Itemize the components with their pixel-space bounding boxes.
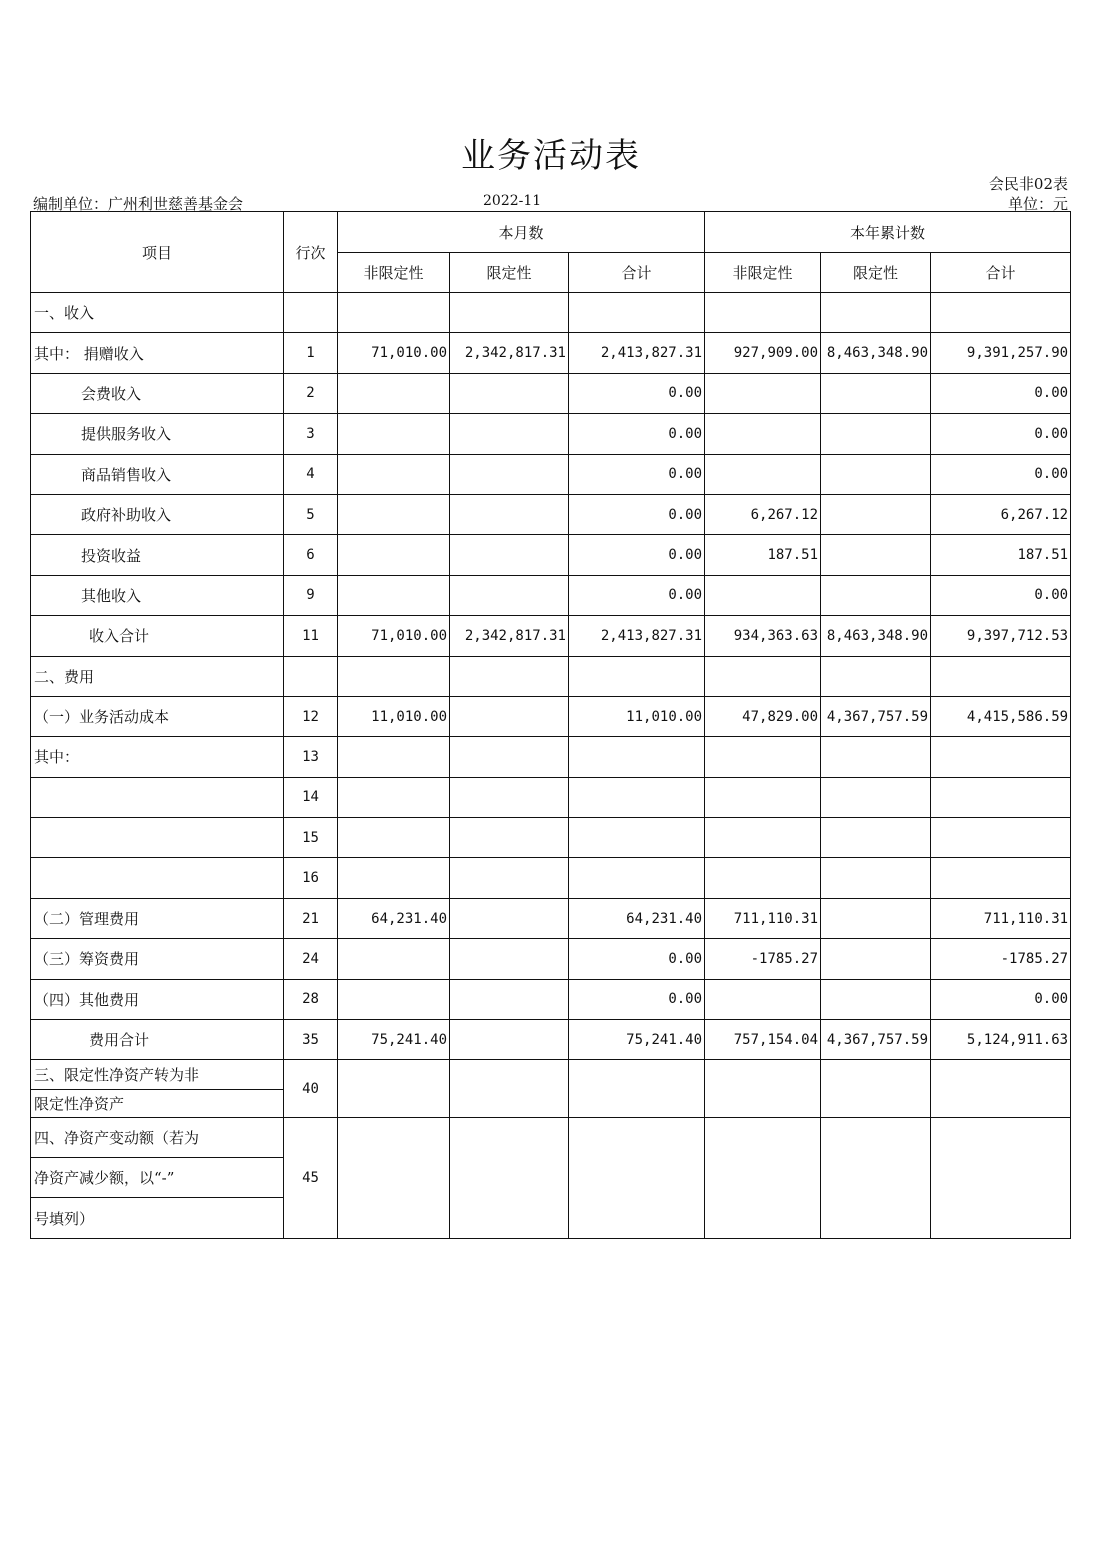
cell-year-restricted — [821, 818, 931, 858]
cell-month-total: 0.00 — [569, 494, 705, 534]
cell-month-restricted — [450, 414, 569, 454]
row-line-number — [284, 656, 338, 696]
cell-month-restricted — [450, 818, 569, 858]
cell-year-total — [931, 858, 1071, 898]
cell-year-total: 0.00 — [931, 454, 1071, 494]
cell-year-total: 9,391,257.90 — [931, 333, 1071, 373]
header-month-group: 本月数 — [338, 212, 705, 253]
cell-month-total — [569, 777, 705, 817]
form-code: 会民非02表 — [988, 175, 1068, 193]
cell-month-unrestricted — [338, 656, 450, 696]
table-row — [31, 737, 1071, 777]
compiling-unit: 编制单位：广州利世慈善基金会 — [33, 195, 244, 213]
cell-month-unrestricted — [338, 1118, 450, 1239]
cell-month-restricted — [450, 1060, 569, 1118]
cell-month-unrestricted — [338, 979, 450, 1019]
row-line-number: 12 — [284, 696, 338, 736]
row-line-number: 5 — [284, 494, 338, 534]
cell-year-unrestricted — [705, 737, 821, 777]
row-label: 其中： — [31, 737, 284, 777]
cell-year-restricted — [821, 293, 931, 333]
row-label: 商品销售收入 — [31, 454, 284, 494]
cell-month-restricted — [450, 979, 569, 1019]
cell-year-unrestricted: 757,154.04 — [705, 1020, 821, 1060]
cell-year-total: 6,267.12 — [931, 494, 1071, 534]
cell-month-restricted — [450, 575, 569, 615]
cell-month-total — [569, 858, 705, 898]
header-line: 行次 — [284, 212, 338, 293]
cell-year-unrestricted: -1785.27 — [705, 939, 821, 979]
cell-year-unrestricted: 187.51 — [705, 535, 821, 575]
activity-statement-table — [30, 211, 1071, 1239]
cell-month-total: 64,231.40 — [569, 898, 705, 938]
header-month-total: 合计 — [569, 253, 705, 293]
page-title: 业务活动表 — [461, 136, 641, 176]
cell-month-unrestricted — [338, 494, 450, 534]
table-row — [31, 293, 1071, 333]
cell-month-unrestricted — [338, 777, 450, 817]
table-row — [31, 656, 1071, 696]
cell-year-total — [931, 818, 1071, 858]
cell-month-restricted — [450, 858, 569, 898]
cell-year-total: 5,124,911.63 — [931, 1020, 1071, 1060]
table-row — [31, 1118, 1071, 1239]
row-label: （二）管理费用 — [31, 898, 284, 938]
table-row — [31, 898, 1071, 938]
row-label-line: 三、限定性净资产转为非 — [31, 1060, 283, 1090]
cell-month-total: 0.00 — [569, 373, 705, 413]
cell-year-unrestricted — [705, 818, 821, 858]
cell-month-unrestricted — [338, 818, 450, 858]
cell-year-unrestricted — [705, 979, 821, 1019]
table-row — [31, 535, 1071, 575]
row-label: 二、费用 — [31, 656, 284, 696]
table-row — [31, 979, 1071, 1019]
row-label: 会费收入 — [31, 373, 284, 413]
report-period: 2022-11 — [483, 193, 542, 209]
row-line-number — [284, 293, 338, 333]
row-label: 费用合计 — [31, 1020, 284, 1060]
cell-month-total: 2,413,827.31 — [569, 333, 705, 373]
cell-year-unrestricted — [705, 454, 821, 494]
row-line-number: 35 — [284, 1020, 338, 1060]
row-label: （四）其他费用 — [31, 979, 284, 1019]
cell-month-total: 0.00 — [569, 414, 705, 454]
cell-year-unrestricted — [705, 656, 821, 696]
cell-year-unrestricted — [705, 414, 821, 454]
cell-month-total — [569, 1118, 705, 1239]
header-year-group: 本年累计数 — [705, 212, 1071, 253]
row-label: （三）筹资费用 — [31, 939, 284, 979]
cell-month-total: 75,241.40 — [569, 1020, 705, 1060]
cell-month-restricted — [450, 293, 569, 333]
table-row — [31, 939, 1071, 979]
cell-month-restricted — [450, 898, 569, 938]
cell-month-restricted — [450, 777, 569, 817]
row-label: 政府补助收入 — [31, 494, 284, 534]
row-label: 其中： 捐赠收入 — [31, 333, 284, 373]
cell-month-total: 2,413,827.31 — [569, 616, 705, 656]
cell-year-restricted — [821, 414, 931, 454]
cell-year-total — [931, 777, 1071, 817]
row-line-number: 15 — [284, 818, 338, 858]
cell-year-restricted — [821, 858, 931, 898]
cell-year-restricted: 8,463,348.90 — [821, 616, 931, 656]
cell-month-unrestricted: 64,231.40 — [338, 898, 450, 938]
cell-year-restricted — [821, 373, 931, 413]
cell-year-total: 0.00 — [931, 979, 1071, 1019]
cell-year-restricted — [821, 1060, 931, 1118]
cell-year-restricted: 4,367,757.59 — [821, 696, 931, 736]
table-row — [31, 333, 1071, 373]
cell-year-restricted — [821, 898, 931, 938]
table-row — [31, 414, 1071, 454]
row-line-number: 40 — [284, 1060, 338, 1118]
cell-month-unrestricted: 71,010.00 — [338, 616, 450, 656]
cell-year-unrestricted — [705, 373, 821, 413]
row-line-number: 9 — [284, 575, 338, 615]
row-label — [31, 1060, 284, 1118]
table-row — [31, 494, 1071, 534]
table-row — [31, 373, 1071, 413]
cell-year-unrestricted — [705, 1118, 821, 1239]
cell-year-unrestricted: 934,363.63 — [705, 616, 821, 656]
cell-year-total: 9,397,712.53 — [931, 616, 1071, 656]
cell-month-restricted — [450, 656, 569, 696]
row-label-line: 净资产减少额，以“-” — [31, 1158, 283, 1198]
cell-month-restricted — [450, 737, 569, 777]
cell-year-total: 4,415,586.59 — [931, 696, 1071, 736]
cell-year-unrestricted: 711,110.31 — [705, 898, 821, 938]
cell-month-total: 0.00 — [569, 454, 705, 494]
row-line-number: 45 — [284, 1118, 338, 1239]
cell-month-total — [569, 818, 705, 858]
cell-year-restricted — [821, 494, 931, 534]
table-row — [31, 818, 1071, 858]
cell-month-total: 0.00 — [569, 979, 705, 1019]
cell-year-restricted: 4,367,757.59 — [821, 1020, 931, 1060]
cell-year-restricted — [821, 454, 931, 494]
cell-year-unrestricted: 6,267.12 — [705, 494, 821, 534]
cell-month-restricted — [450, 373, 569, 413]
cell-year-total: 711,110.31 — [931, 898, 1071, 938]
cell-year-total — [931, 1118, 1071, 1239]
row-line-number: 21 — [284, 898, 338, 938]
row-label-line: 号填列） — [34, 1209, 95, 1228]
row-label: 其他收入 — [31, 575, 284, 615]
cell-year-unrestricted: 927,909.00 — [705, 333, 821, 373]
row-line-number: 2 — [284, 373, 338, 413]
cell-month-unrestricted — [338, 535, 450, 575]
cell-month-total — [569, 1060, 705, 1118]
cell-year-restricted — [821, 777, 931, 817]
cell-month-unrestricted: 75,241.40 — [338, 1020, 450, 1060]
row-label: 提供服务收入 — [31, 414, 284, 454]
cell-month-restricted: 2,342,817.31 — [450, 333, 569, 373]
row-label-line: 限定性净资产 — [34, 1094, 125, 1113]
cell-month-restricted — [450, 535, 569, 575]
cell-year-restricted — [821, 737, 931, 777]
header-year-unrestricted: 非限定性 — [705, 253, 821, 293]
cell-year-total — [931, 1060, 1071, 1118]
cell-month-total: 0.00 — [569, 535, 705, 575]
cell-month-unrestricted: 71,010.00 — [338, 333, 450, 373]
row-label: （一）业务活动成本 — [31, 696, 284, 736]
cell-year-total: -1785.27 — [931, 939, 1071, 979]
header-month-restricted: 限定性 — [450, 253, 569, 293]
cell-year-total — [931, 737, 1071, 777]
row-label — [31, 777, 284, 817]
cell-month-total: 0.00 — [569, 939, 705, 979]
row-label: 一、收入 — [31, 293, 284, 333]
cell-year-total: 0.00 — [931, 373, 1071, 413]
row-line-number: 28 — [284, 979, 338, 1019]
row-line-number: 1 — [284, 333, 338, 373]
header-item: 项目 — [31, 212, 284, 293]
cell-year-total: 187.51 — [931, 535, 1071, 575]
row-line-number: 14 — [284, 777, 338, 817]
cell-year-unrestricted — [705, 777, 821, 817]
table-row — [31, 777, 1071, 817]
cell-month-unrestricted — [338, 373, 450, 413]
table-row — [31, 575, 1071, 615]
cell-month-unrestricted — [338, 939, 450, 979]
cell-year-restricted: 8,463,348.90 — [821, 333, 931, 373]
cell-month-unrestricted: 11,010.00 — [338, 696, 450, 736]
row-line-number: 11 — [284, 616, 338, 656]
cell-month-total — [569, 737, 705, 777]
cell-month-restricted: 2,342,817.31 — [450, 616, 569, 656]
table-row — [31, 454, 1071, 494]
row-label — [31, 1118, 284, 1239]
cell-year-total: 0.00 — [931, 414, 1071, 454]
header-year-total: 合计 — [931, 253, 1071, 293]
cell-year-restricted — [821, 1118, 931, 1239]
row-line-number: 6 — [284, 535, 338, 575]
currency-unit: 单位：元 — [1007, 195, 1068, 213]
cell-month-total — [569, 293, 705, 333]
cell-month-unrestricted — [338, 1060, 450, 1118]
cell-year-unrestricted — [705, 858, 821, 898]
row-label: 收入合计 — [31, 616, 284, 656]
cell-year-restricted — [821, 575, 931, 615]
row-line-number: 4 — [284, 454, 338, 494]
table-row — [31, 696, 1071, 736]
cell-month-unrestricted — [338, 414, 450, 454]
row-line-number: 3 — [284, 414, 338, 454]
cell-year-unrestricted: 47,829.00 — [705, 696, 821, 736]
row-line-number: 24 — [284, 939, 338, 979]
header-month-unrestricted: 非限定性 — [338, 253, 450, 293]
cell-month-unrestricted — [338, 293, 450, 333]
cell-year-restricted — [821, 535, 931, 575]
cell-year-total: 0.00 — [931, 575, 1071, 615]
cell-month-total — [569, 656, 705, 696]
cell-month-restricted — [450, 454, 569, 494]
table-row — [31, 858, 1071, 898]
cell-year-unrestricted — [705, 1060, 821, 1118]
table-row — [31, 616, 1071, 656]
row-label-line: 四、净资产变动额（若为 — [31, 1118, 283, 1158]
row-label — [31, 858, 284, 898]
cell-year-unrestricted — [705, 293, 821, 333]
cell-year-restricted — [821, 939, 931, 979]
cell-year-total — [931, 293, 1071, 333]
cell-month-restricted — [450, 1118, 569, 1239]
cell-year-restricted — [821, 979, 931, 1019]
row-line-number: 13 — [284, 737, 338, 777]
cell-month-unrestricted — [338, 575, 450, 615]
cell-year-total — [931, 656, 1071, 696]
cell-month-restricted — [450, 939, 569, 979]
row-label — [31, 818, 284, 858]
cell-month-restricted — [450, 696, 569, 736]
cell-month-unrestricted — [338, 454, 450, 494]
row-label: 投资收益 — [31, 535, 284, 575]
table-row — [31, 1020, 1071, 1060]
cell-year-restricted — [821, 656, 931, 696]
cell-month-unrestricted — [338, 737, 450, 777]
table-row — [31, 1060, 1071, 1118]
cell-month-restricted — [450, 494, 569, 534]
row-line-number: 16 — [284, 858, 338, 898]
cell-month-total: 11,010.00 — [569, 696, 705, 736]
header-year-restricted: 限定性 — [821, 253, 931, 293]
cell-year-unrestricted — [705, 575, 821, 615]
cell-month-restricted — [450, 1020, 569, 1060]
cell-month-total: 0.00 — [569, 575, 705, 615]
cell-month-unrestricted — [338, 858, 450, 898]
